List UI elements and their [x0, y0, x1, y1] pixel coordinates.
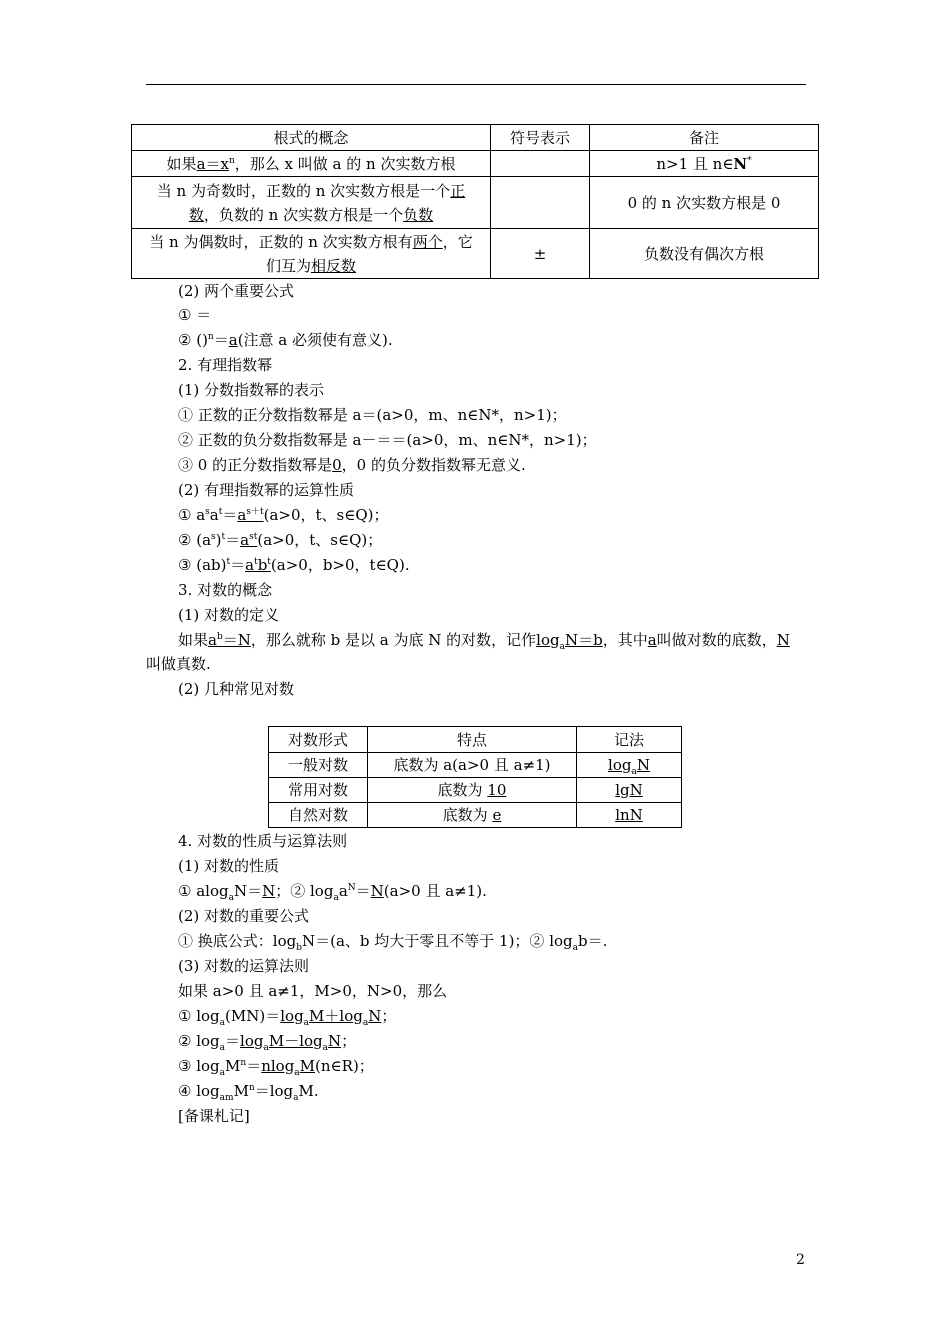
- formula-line: ① alog$_a$N＝N；② $\log_aa^N=N(a>0$ 且 a≠1).: [178, 882, 487, 903]
- formula-line: ① $a^sa^t=a^{s+t}(a>0$，t、s∈Q)；: [178, 506, 389, 524]
- section-title: 3. 对数的概念: [178, 581, 273, 599]
- table-header: 备注: [590, 125, 819, 151]
- formula-line: ① $\log_a(MN)=\log_aM+\log_aN$；: [178, 1007, 397, 1028]
- text-line: 如果 a>0 且 a≠1，M>0，N>0，那么: [178, 982, 448, 1000]
- formula-line: ③ $\log_aM^n=nlog_aM(n\in R)$；: [178, 1057, 374, 1078]
- formula-line: ① ＝: [178, 306, 212, 324]
- table-cell: ±: [491, 229, 590, 279]
- table-cell: 底数为 e: [368, 803, 577, 828]
- text-line: ① 正数的正分数指数幂是 a＝(a>0，m、n∈N*，n>1)；: [178, 406, 567, 424]
- table-cell: 负数没有偶次方根: [590, 229, 819, 279]
- table-row: [132, 177, 819, 229]
- section-subtitle: (2) 对数的重要公式: [178, 907, 310, 925]
- formula-line: ③ $(ab)^t=a^tb^t(a>0$，b>0，t∈Q).: [178, 556, 410, 574]
- formula-line: ② $\log_a=\log_aM-\log_aN$；: [178, 1032, 357, 1053]
- table-row: [269, 778, 682, 803]
- radical-concept-table: [131, 124, 819, 279]
- section-subtitle: (3) 对数的运算法则: [178, 957, 310, 975]
- notes-label: [备课札记]: [178, 1107, 250, 1125]
- definition-paragraph: 如果$a^b=N$，那么就称 b 是以 a 为底 N 的对数，记作$\log_aN=b$，其中a叫做对数的底数，N 叫做真数.: [146, 631, 790, 673]
- table-cell: 一般对数: [269, 753, 368, 778]
- section-subtitle: (1) 分数指数幂的表示: [178, 381, 325, 399]
- section-title: 2. 有理指数幂: [178, 356, 273, 374]
- formula-line: ④ $\log_{am}M^n=\log_aM$.: [178, 1082, 319, 1103]
- table-cell: [491, 151, 590, 177]
- table-cell: 当 n 为偶数时，正数的 n 次实数方根有两个，它 们互为相反数: [132, 229, 491, 279]
- section-subtitle: (1) 对数的定义: [178, 606, 280, 624]
- page-number: 2: [796, 1252, 805, 1268]
- common-logarithms-table: [268, 726, 682, 828]
- text-line: ③ 0 的正分数指数幂是0，0 的负分数指数幂无意义.: [178, 456, 526, 474]
- section-subtitle: (2) 有理指数幂的运算性质: [178, 481, 355, 499]
- formula-line: ② $(a^s)^t=a^{st}(a>0$，t、s∈Q)；: [178, 531, 383, 549]
- formula-line: ① 换底公式：$\log_bN=(a$、b 均大于零且不等于 1)；② $\log_ab=$.: [178, 932, 608, 953]
- table-cell: [491, 177, 590, 229]
- table-cell: 底数为 a(a>0 且 a≠1): [368, 753, 577, 778]
- table-cell: 底数为 10: [368, 778, 577, 803]
- table-cell: 自然对数: [269, 803, 368, 828]
- table-row: [132, 151, 819, 177]
- table-cell: lnN: [577, 803, 682, 828]
- text-line: ② 正数的负分数指数幂是 a－＝＝(a>0，m、n∈N*，n>1)；: [178, 431, 597, 449]
- table-header: 符号表示: [491, 125, 590, 151]
- table-row: [132, 229, 819, 279]
- table-row: [269, 753, 682, 778]
- table-cell: 0 的 n 次实数方根是 0: [590, 177, 819, 229]
- table-cell: 如果$a=x^n$，那么 x 叫做 a 的 n 次实数方根: [132, 151, 491, 177]
- section-subtitle: (2) 几种常见对数: [178, 680, 295, 698]
- table-cell: n>1 且 n∈N*: [590, 151, 819, 177]
- table-cell: lgN: [577, 778, 682, 803]
- table-row: [269, 803, 682, 828]
- table-cell: $\log_aN$: [577, 753, 682, 778]
- formula-line: ② ()$^n$＝a(注意 a 必须使有意义).: [178, 331, 393, 349]
- table-header: 根式的概念: [132, 125, 491, 151]
- table-cell: 当 n 为奇数时，正数的 n 次实数方根是一个正 数，负数的 n 次实数方根是一个负数: [132, 177, 491, 229]
- table-cell: 常用对数: [269, 778, 368, 803]
- section-subtitle: (1) 对数的性质: [178, 857, 280, 875]
- table-header: 对数形式: [269, 727, 368, 753]
- header-rule: [146, 84, 806, 85]
- table-header: 记法: [577, 727, 682, 753]
- section-title: 4. 对数的性质与运算法则: [178, 832, 348, 850]
- table-header: 特点: [368, 727, 577, 753]
- section-subtitle: (2) 两个重要公式: [178, 282, 295, 300]
